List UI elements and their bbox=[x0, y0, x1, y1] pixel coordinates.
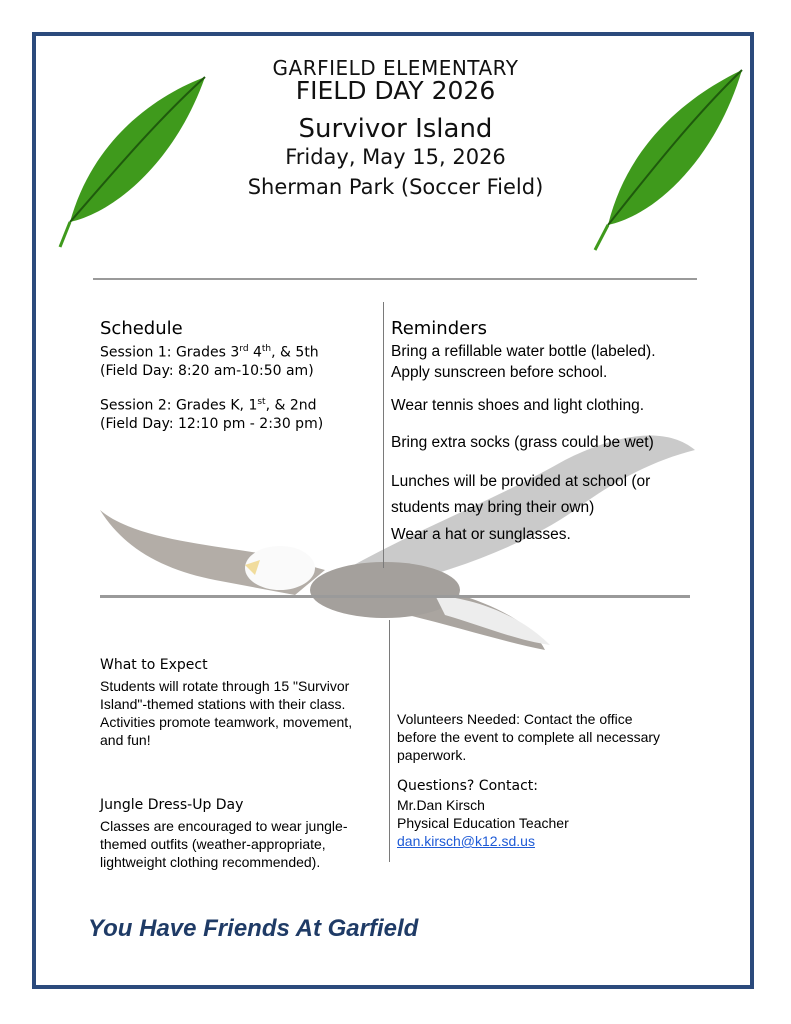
reminders-heading: Reminders bbox=[391, 318, 487, 339]
school-name: GARFIELD ELEMENTARY bbox=[272, 56, 519, 80]
expect-text: Students will rotate through 15 "Survivor Island"-themed stations with their class. Activities promote teamwork, movement, and fun! bbox=[100, 678, 353, 748]
session-2: Session 2: Grades K, 1st, & 2nd (Field Day: 12:10 pm - 2:30 pm) bbox=[100, 397, 324, 432]
event-location: Sherman Park (Soccer Field) bbox=[247, 175, 544, 199]
reminder-item: students may bring their own) bbox=[391, 499, 595, 516]
reminder-item: Wear tennis shoes and light clothing. bbox=[391, 397, 645, 414]
reminder-item: Apply sunscreen before school. bbox=[391, 364, 608, 381]
session-1: Session 1: Grades 3rd 4th, & 5th (Field Day: 8:20 am-10:50 am) bbox=[100, 344, 319, 379]
footer-slogan: You Have Friends At Garfield bbox=[88, 915, 419, 942]
contact-heading: Questions? Contact: bbox=[397, 778, 538, 794]
reminder-item: Bring extra socks (grass could be wet) bbox=[391, 434, 654, 451]
theme-title: Survivor Island bbox=[298, 114, 493, 144]
contact-name: Mr.Dan Kirsch bbox=[397, 797, 485, 813]
reminder-item: Wear a hat or sunglasses. bbox=[391, 526, 571, 543]
schedule-heading: Schedule bbox=[100, 318, 183, 339]
column-divider bbox=[383, 302, 384, 568]
contact-title: Physical Education Teacher bbox=[397, 815, 569, 831]
event-date: Friday, May 15, 2026 bbox=[285, 145, 506, 169]
reminder-item: Bring a refillable water bottle (labeled). bbox=[391, 343, 656, 360]
column-divider bbox=[389, 620, 390, 862]
dressup-text: Classes are encouraged to wear jungle- themed outfits (weather-appropriate, lightweight clothing recommended). bbox=[100, 818, 348, 870]
expect-heading: What to Expect bbox=[100, 657, 208, 673]
reminder-item: Lunches will be provided at school (or bbox=[391, 473, 651, 490]
volunteers-text: Volunteers Needed: Contact the office before the event to complete all necessary paperwork. bbox=[397, 711, 661, 763]
event-title: FIELD DAY 2026 bbox=[295, 76, 496, 105]
dressup-heading: Jungle Dress-Up Day bbox=[100, 797, 244, 813]
divider bbox=[93, 278, 697, 280]
contact-info bbox=[397, 796, 569, 850]
divider bbox=[100, 595, 690, 598]
contact-email-link[interactable]: dan.kirsch@k12.sd.us bbox=[397, 833, 535, 849]
